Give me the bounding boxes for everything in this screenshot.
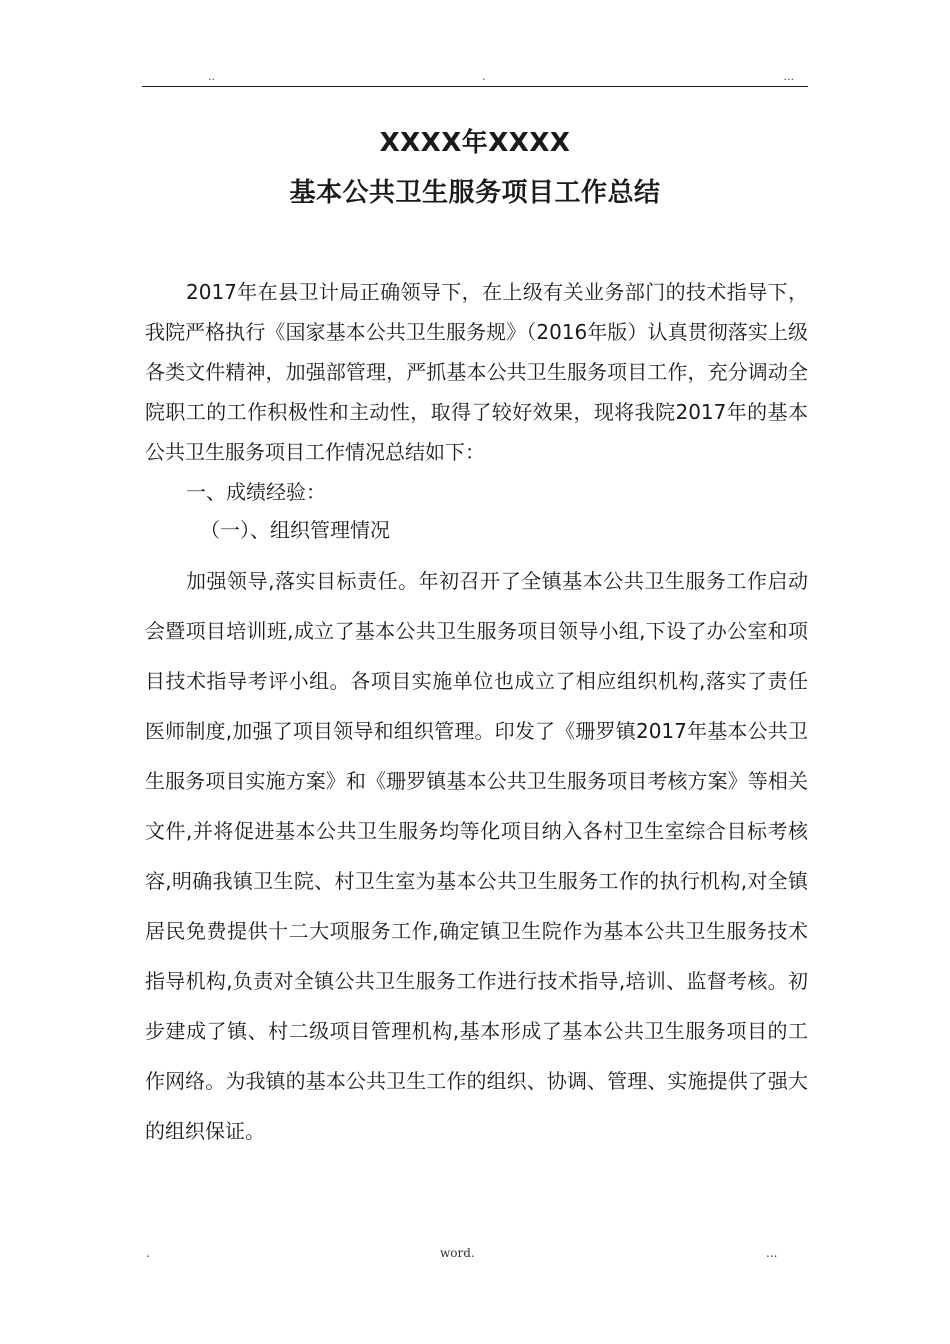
intro-paragraph: 2017年在县卫计局正确领导下，在上级有关业务部门的技术指导下，我院严格执行《国家基本公共卫生服务规》（2016年版）认真贯彻落实上级各类文件精神，加强部管理，严抓基本公共卫生服务项目工作，充分调动全院职工的工作积极性和主动性，取得了较好效果，现将我院2017年的基本公共卫生服务项目工作情况总结如下： [145, 280, 808, 464]
footer-right-mark: ... [766, 1246, 778, 1260]
footer-center-label: word. [440, 1246, 475, 1260]
header-center-mark: . [482, 70, 486, 83]
subsection-heading: （一）、组织管理情况 [200, 518, 390, 542]
document-title-line1: XXXX年XXXX [379, 128, 571, 158]
document-title-line2: 基本公共卫生服务项目工作总结 [289, 178, 661, 208]
body-paragraph: 加强领导,落实目标责任。年初召开了全镇基本公共卫生服务工作启动会暨项目培训班,成立了基本公共卫生服务项目领导小组,下设了办公室和项目技术指导考评小组。各项目实施单位也成立了相应组织机构,落实了责任医师制度,加强了项目领导和组织管理。印发了《珊罗镇2017年基本公共卫生服务项目实施方案》和《珊罗镇基本公共卫生服务项目考核方案》等相关文件,并将促进基本公共卫生服务均等化项目纳入各村卫生室综合目标考核容,明确我镇卫生院、村卫生室为基本公共卫生服务工作的执行机构,对全镇居民免费提供十二大项服务工作,确定镇卫生院作为基本公共卫生服务技术指导机构,负责对全镇公共卫生服务工作进行技术指导,培训、监督考核。初步建成了镇、村二级项目管理机构,基本形成了基本公共卫生服务项目的工作网络。为我镇的基本公共卫生工作的组织、协调、管理、实施提供了强大的组织保证。 [145, 569, 808, 1143]
footer-left-mark: . [146, 1246, 150, 1260]
header-left-mark: .. [208, 70, 215, 83]
page-header [142, 70, 808, 87]
section-heading: 一、成绩经验： [186, 480, 326, 504]
header-right-mark: ... [783, 70, 794, 83]
